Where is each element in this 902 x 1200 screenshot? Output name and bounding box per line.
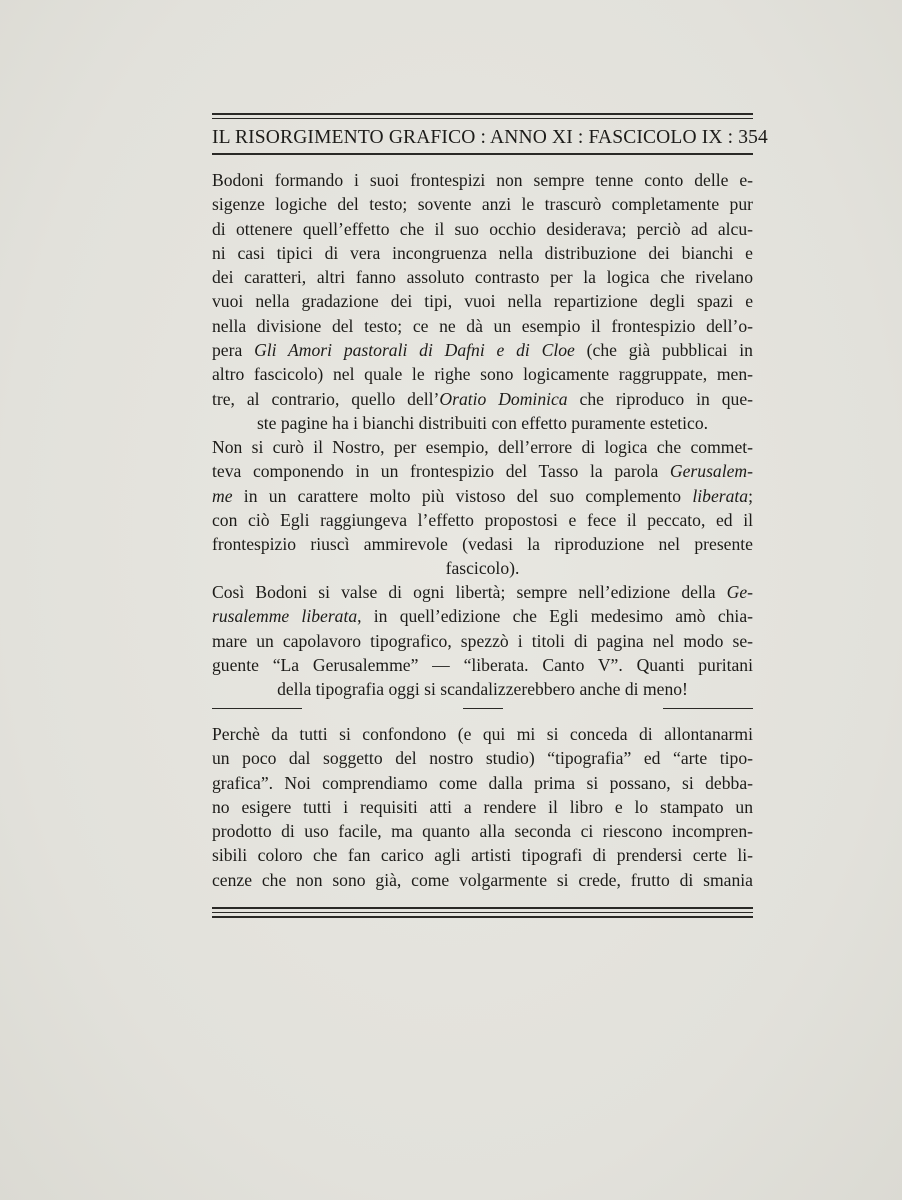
text-line: sibili coloro che fan carico agli artisti tipografi di prendersi certe li- (212, 845, 753, 866)
text-line: vuoi nella gradazione dei tipi, vuoi nella repartizione degli spazi e (212, 291, 753, 312)
text-line: prodotto di uso facile, ma quanto alla seconda ci riescono incompren- (212, 821, 753, 842)
top-double-rule (212, 113, 753, 119)
text-line: teva componendo in un frontespizio del Tasso la parola Gerusalem- (212, 461, 753, 482)
text-line: grafica”. Noi comprendiamo come dalla prima si possano, si debba- (212, 772, 753, 793)
text-line: guente “La Gerusalemme” — “liberata. Canto V”. Quanti puritani (212, 654, 753, 675)
text-line: Bodoni formando i suoi frontespizi non sempre tenne conto delle e- (212, 170, 753, 190)
text-line: con ciò Egli raggiungeva l’effetto propostosi e fece il peccato, ed il (212, 509, 753, 530)
text-line: me in un carattere molto più vistoso del suo complemento liberata; (212, 485, 753, 506)
header-underline (212, 153, 753, 155)
text-line: dei caratteri, altri fanno assoluto contrasto per la logica che rivelano (212, 267, 753, 288)
separator-left (212, 708, 302, 709)
text-line: fascicolo). (445, 558, 520, 579)
text-line: ni casi tipici di vera incongruenza nella distribuzione dei bianchi e (212, 242, 753, 263)
text-line: cenze che non sono già, come volgarmente si crede, frutto di smania (212, 869, 753, 890)
bottom-double-rule (212, 907, 753, 918)
text-line: un poco dal soggetto del nostro studio) “tipografia” ed “arte tipo- (212, 748, 753, 769)
text-line: Perchè da tutti si confondono (e qui mi si conceda di allontanarmi (212, 724, 753, 744)
text-line: ste pagine ha i bianchi distribuiti con effetto puramente estetico. (256, 412, 709, 433)
separator-center (463, 708, 503, 709)
text-line: rusalemme liberata, in quell’edizione che Egli medesimo amò chia- (212, 606, 753, 627)
text-line: no esigere tutti i requisiti atti a rendere il libro e lo stampato un (212, 796, 753, 817)
text-line: Non si curò il Nostro, per esempio, dell’errore di logica che commet- (212, 437, 753, 457)
separator-right (663, 708, 753, 709)
text-line: mare un capolavoro tipografico, spezzò i titoli di pagina nel modo se- (212, 630, 753, 651)
text-line: tre, al contrario, quello dell’Oratio Dominica che riproduco in que- (212, 388, 753, 409)
paragraph-3 (212, 580, 753, 701)
paragraph-4 (212, 722, 753, 892)
paragraph-2 (212, 435, 753, 581)
text-line: Così Bodoni si valse di ogni libertà; sempre nell’edizione della Ge- (212, 582, 753, 602)
text-line: nella divisione del testo; ce ne dà un esempio il frontespizio dell’o- (212, 315, 753, 336)
text-line: sigenze logiche del testo; sovente anzi le trascurò completamente pur (212, 194, 753, 215)
header-text: IL RISORGIMENTO GRAFICO : ANNO XI : FASCICOLO IX : 354 (212, 127, 768, 148)
text-line: altro fascicolo) nel quale le righe sono logicamente raggruppate, men- (212, 364, 753, 385)
paragraph-1 (212, 168, 753, 435)
text-line: di ottenere quell’effetto che il suo occhio desiderava; perciò ad alcu- (212, 218, 753, 239)
text-line: frontespizio riuscì ammirevole (vedasi la riproduzione nel presente (212, 534, 753, 555)
text-line: della tipografia oggi si scandalizzerebbero anche di meno! (277, 679, 688, 700)
text-line: pera Gli Amori pastorali di Dafni e di Cloe (che già pubblicai in (212, 340, 753, 361)
running-header (212, 127, 768, 149)
